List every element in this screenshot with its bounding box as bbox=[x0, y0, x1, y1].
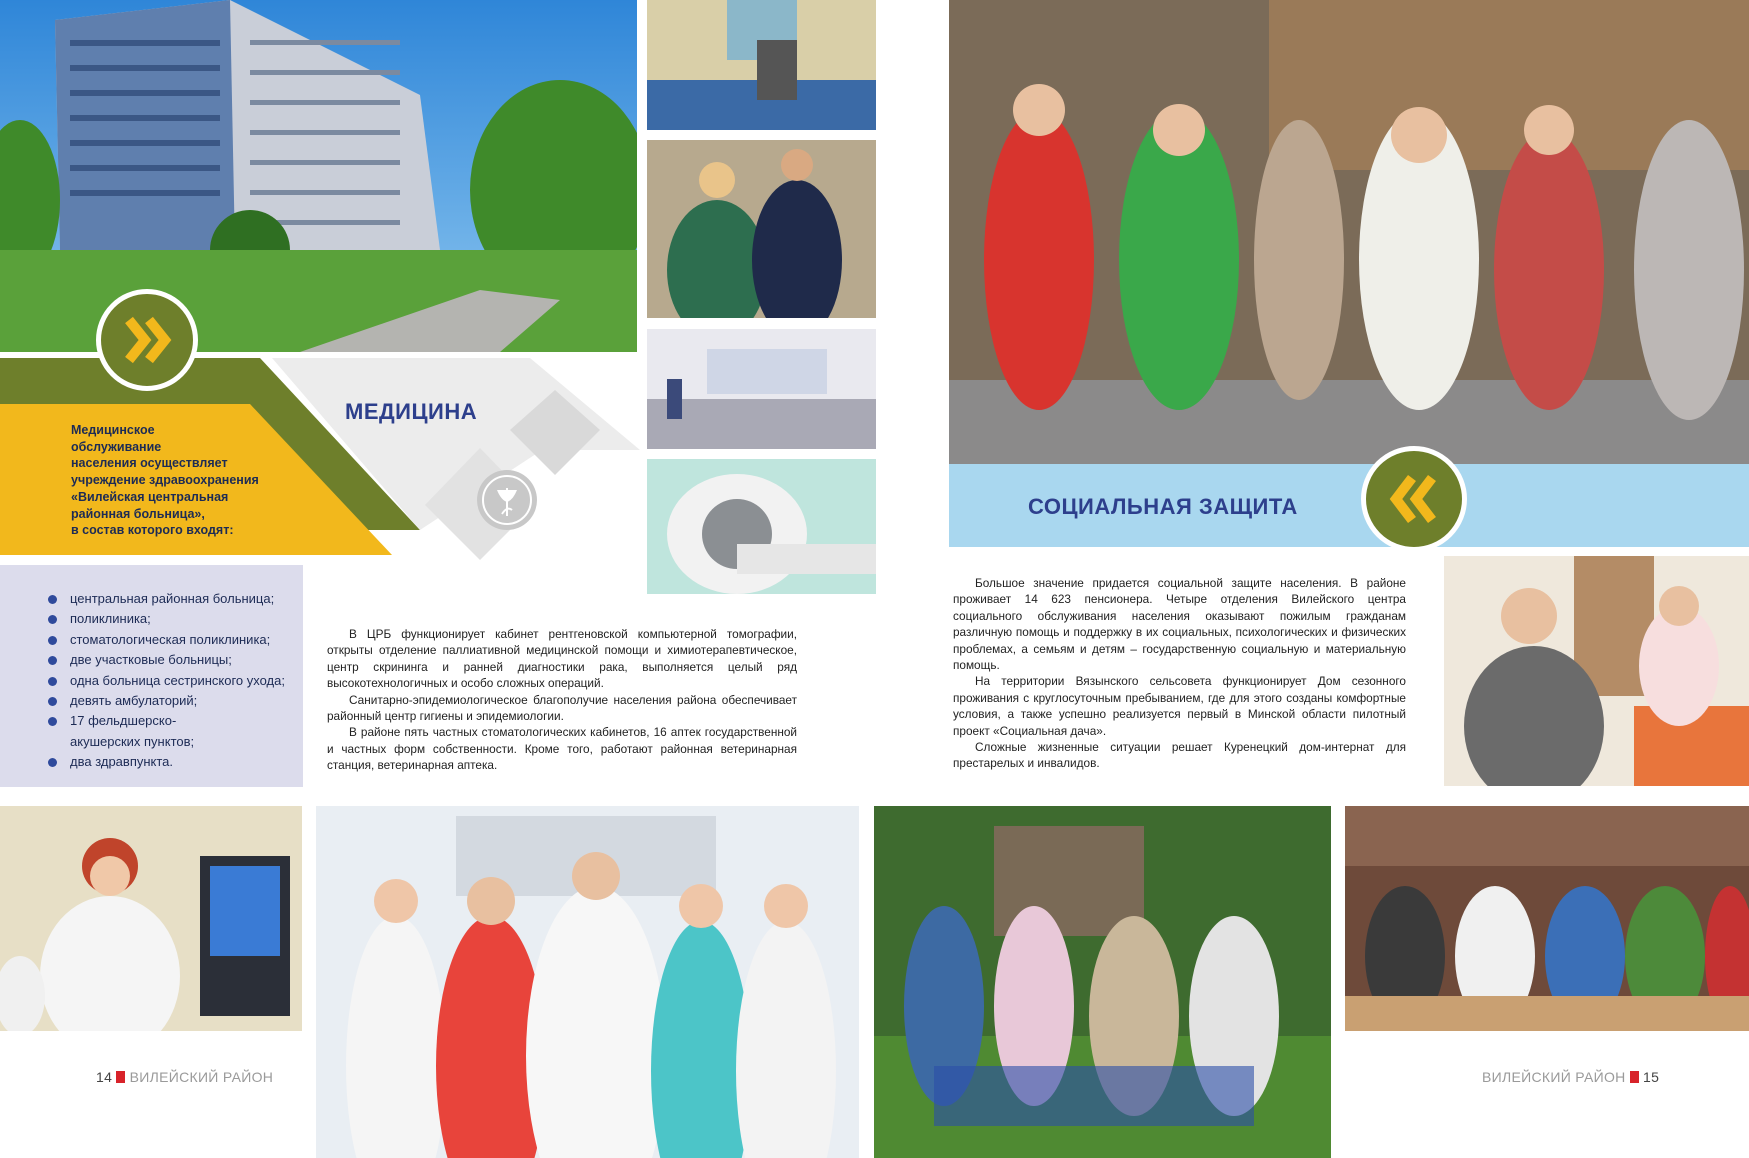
facilities-box bbox=[0, 565, 303, 787]
paragraph: Большое значение придается социальной защите населения. В районе проживает 14 623 пенсионера. Четыре отделения Вилейского центра социального обслуживания населения оказывают пожилым гражданам различную помощь и поддержку в их социальных, психологических и физических проблемах, а семьям и детям – государственную социальную и материальную помощь. bbox=[953, 576, 1406, 673]
footer-marker bbox=[116, 1071, 125, 1083]
paragraph: На территории Вязынского сельсовета функционирует Дом сезонного проживания с круглосуточным пребыванием, где для этого созданы комфортные условия, а также успешно реализуется первый в Минской области пилотный проект «Социальная дача». bbox=[953, 674, 1406, 738]
list-item: два здравпункта. bbox=[48, 752, 293, 772]
rehab-room-photo bbox=[1444, 556, 1749, 786]
list-item: центральная районная больница; bbox=[48, 589, 293, 609]
footer-marker bbox=[1630, 1071, 1639, 1083]
list-item: две участковые больницы; bbox=[48, 650, 293, 670]
intro-line: районная больница», bbox=[71, 506, 205, 521]
chevrons-left-icon bbox=[1361, 446, 1467, 552]
medicine-intro-text bbox=[71, 422, 259, 539]
page-number: 15 bbox=[1642, 1069, 1660, 1085]
social-section-title: СОЦИАЛЬНАЯ ЗАЩИТА bbox=[1028, 494, 1298, 519]
intro-line: обслуживание bbox=[71, 439, 162, 454]
ct-scanner-photo bbox=[647, 459, 876, 594]
doctor-kiosk-photo bbox=[0, 806, 302, 1031]
footer-label: ВИЛЕЙСКИЙ РАЙОН bbox=[1482, 1069, 1626, 1085]
medicine-body-text bbox=[327, 626, 797, 774]
medical-caduceus-icon bbox=[475, 468, 539, 532]
medicine-section-title: МЕДИЦИНА bbox=[345, 399, 478, 424]
page-number: 14 bbox=[96, 1069, 113, 1085]
intro-line: Медицинское bbox=[71, 423, 155, 437]
list-item: девять амбулаторий; bbox=[48, 691, 293, 711]
list-item: поликлиника; bbox=[48, 609, 293, 629]
intro-line: в состав которого входят: bbox=[71, 523, 234, 538]
paragraph: Сложные жизненные ситуации решает Куренецкий дом-интернат для престарелых и инвалидов. bbox=[953, 740, 1406, 771]
ceremony-speech-photo bbox=[647, 140, 876, 318]
chevrons-right-icon bbox=[96, 289, 198, 391]
list-item: одна больница сестринского ухода; bbox=[48, 671, 293, 691]
intro-line: «Вилейская центральная bbox=[71, 489, 229, 504]
intro-line: населения осуществляет bbox=[71, 456, 228, 471]
left-page-footer bbox=[96, 1069, 273, 1085]
outdoor-group-photo bbox=[874, 806, 1331, 1158]
hospital-ward-photo bbox=[647, 0, 876, 130]
intro-line: учреждение здравоохранения bbox=[71, 473, 259, 488]
elderly-gathering-photo bbox=[1345, 806, 1749, 1031]
facilities-list bbox=[48, 589, 293, 773]
polyclinic-hall-photo bbox=[647, 329, 876, 449]
list-item: 17 фельдшерско- акушерских пунктов; bbox=[48, 711, 293, 752]
right-page-footer bbox=[1482, 1069, 1659, 1085]
footer-label: ВИЛЕЙСКИЙ РАЙОН bbox=[129, 1069, 274, 1085]
list-item: стоматологическая поликлиника; bbox=[48, 630, 293, 650]
paragraph: В районе пять частных стоматологических кабинетов, 16 аптек государственной и частных форм собственности. Кроме того, работают районная ветеринарная станция, ветеринарная аптека. bbox=[327, 725, 797, 773]
paragraph: Санитарно-эпидемиологическое благополучие населения района обеспечивает районный центр гигиены и эпидемиологии. bbox=[327, 692, 797, 724]
elderly-exercise-photo bbox=[949, 0, 1749, 464]
paragraph: В ЦРБ функционирует кабинет рентгеновской компьютерной томографии, открыты отделение паллиативной медицинской помощи и химиотерапевтическое, центр скрининга и ранней диагностики рака, выполняется целый ряд высокотехнологичных и особо сложных операций. bbox=[327, 627, 797, 691]
medical-staff-photo bbox=[316, 806, 859, 1158]
social-body-text bbox=[953, 575, 1406, 772]
